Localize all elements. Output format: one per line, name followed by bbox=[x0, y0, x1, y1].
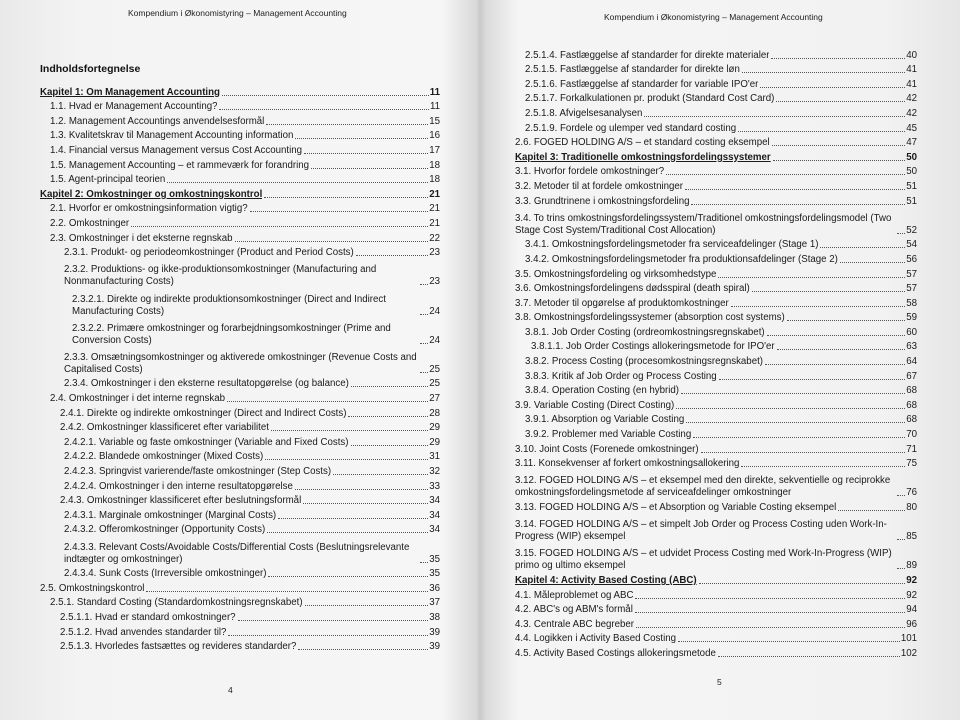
dot-leader bbox=[351, 445, 429, 446]
toc-entry-title: 2.3.1. Produkt- og periodeomkostninger (Product and Period Costs) bbox=[64, 247, 354, 259]
dot-leader bbox=[772, 145, 906, 146]
toc-entry-page: 29 bbox=[429, 422, 440, 434]
toc-entry[interactable] bbox=[515, 499, 917, 514]
dot-leader bbox=[420, 372, 428, 373]
toc-entry-title: 2.3.2.1. Direkte og indirekte produktionsomkostninger (Direct and Indirect Manufacturing Costs) bbox=[72, 293, 386, 317]
toc-entry-title: 2.3.4. Omkostninger i den eksterne resultatopgørelse (og balance) bbox=[64, 378, 349, 390]
dot-leader bbox=[719, 379, 906, 380]
toc-entry-page: 50 bbox=[906, 166, 917, 178]
toc-entry-page: 18 bbox=[429, 174, 440, 186]
toc-entry-title: 2.5.1.8. Afvigelsesanalysen bbox=[525, 107, 643, 119]
toc-entry-page: 59 bbox=[906, 312, 917, 324]
toc-entry-page: 63 bbox=[906, 341, 917, 353]
dot-leader bbox=[227, 401, 428, 402]
dot-leader bbox=[351, 386, 428, 387]
toc-entry-title: 3.3. Grundtrinene i omkostningsfordeling bbox=[515, 195, 690, 207]
toc-entry-title: 2.5.1.6. Fastlæggelse af standarder for variable IPO'er bbox=[525, 78, 759, 90]
toc-entry[interactable] bbox=[515, 470, 917, 499]
toc-entry-page: 96 bbox=[906, 618, 917, 630]
toc-entry[interactable] bbox=[40, 259, 440, 288]
toc-entry[interactable] bbox=[40, 376, 440, 391]
toc-entry[interactable] bbox=[40, 420, 440, 435]
dot-leader bbox=[228, 635, 428, 636]
toc-entry-page: 67 bbox=[906, 370, 917, 382]
toc-entry-page: 42 bbox=[906, 107, 917, 119]
dot-leader bbox=[298, 649, 428, 650]
toc-entry-title: 2.3.3. Omsætningsomkostninger og aktiverede omkostninger (Revenue Costs and Capitalised Costs) bbox=[64, 351, 417, 375]
toc-entry-title: 3.4.2. Omkostningsfordelingsmetoder fra produktionsafdelinger (Stage 2) bbox=[525, 253, 838, 265]
toc-entry-page: 68 bbox=[906, 385, 917, 397]
toc-entry-page: 52 bbox=[906, 224, 917, 236]
toc-entry-title: 1.4. Financial versus Management versus Cost Accounting bbox=[50, 144, 303, 156]
toc-entry-page: 11 bbox=[429, 101, 440, 113]
toc-entry-page: 56 bbox=[906, 253, 917, 265]
toc-entry[interactable] bbox=[40, 478, 440, 493]
toc-entry-title: 1.2. Management Accountings anvendelsesformål bbox=[50, 115, 265, 127]
toc-entry-page: 64 bbox=[906, 356, 917, 368]
toc-entry-title: 2.6. FOGED HOLDING A/S – et standard costing eksempel bbox=[515, 137, 770, 149]
dot-leader bbox=[777, 349, 906, 350]
toc-entry-page: 17 bbox=[429, 144, 440, 156]
toc-entry-title: 2.4.2.3. Springvist varierende/faste omkostninger (Step Costs) bbox=[64, 466, 332, 478]
toc-entry-page: 68 bbox=[906, 414, 917, 426]
toc-entry-page: 15 bbox=[429, 115, 440, 127]
toc-list bbox=[515, 47, 917, 660]
toc-entry[interactable] bbox=[515, 339, 917, 354]
toc-entry-page: 70 bbox=[906, 429, 917, 441]
dot-leader bbox=[635, 612, 905, 613]
dot-leader bbox=[305, 605, 429, 606]
page-number: 5 bbox=[717, 677, 722, 687]
dot-leader bbox=[146, 591, 428, 592]
toc-entry-page: 25 bbox=[429, 378, 440, 390]
toc-entry-page: 22 bbox=[429, 232, 440, 244]
toc-entry-title: 3.4. To trins omkostningsfordelingssystem/Traditionel omkostningsfordelingsmodel (Two Stage Cost System/Traditional Cost Allocation) bbox=[515, 212, 892, 236]
toc-entry-page: 29 bbox=[429, 436, 440, 448]
toc-entry[interactable] bbox=[515, 616, 917, 631]
toc-entry[interactable] bbox=[515, 368, 917, 383]
toc-entry-title: 2.1. Hvorfor er omkostningsinformation vigtig? bbox=[50, 203, 248, 215]
dot-leader bbox=[644, 116, 905, 117]
toc-entry-page: 57 bbox=[906, 268, 917, 280]
toc-entry-page: 94 bbox=[906, 604, 917, 616]
toc-entry-page: 34 bbox=[429, 509, 440, 521]
toc-entry-page: 54 bbox=[906, 239, 917, 251]
toc-entry-title: 3.10. Joint Costs (Forenede omkostninger) bbox=[515, 443, 699, 455]
dot-leader bbox=[266, 124, 428, 125]
toc-entry[interactable] bbox=[40, 624, 440, 639]
toc-entry[interactable] bbox=[515, 135, 917, 150]
page-number: 4 bbox=[228, 685, 233, 695]
toc-entry-title: 1.3. Kvalitetskrav til Management Accounting information bbox=[50, 130, 294, 142]
dot-leader bbox=[420, 314, 428, 315]
toc-entry-title: 2.4.3. Omkostninger klassificeret efter beslutningsformål bbox=[60, 495, 302, 507]
dot-leader bbox=[701, 452, 906, 453]
toc-entry[interactable] bbox=[515, 295, 917, 310]
page-header: Kompendium i Økonomistyring – Management Accounting bbox=[128, 8, 347, 18]
toc-entry-title: 3.15. FOGED HOLDING A/S – et udvidet Process Costing med Work-In-Progress (WIP) primo og ultimo eksempel bbox=[515, 548, 892, 572]
toc-entry-title: 3.6. Omkostningsfordelingens dødsspiral (death spiral) bbox=[515, 283, 750, 295]
toc-entry-page: 80 bbox=[906, 502, 917, 513]
toc-entry-page: 57 bbox=[906, 283, 917, 295]
dot-leader bbox=[681, 393, 905, 394]
toc-entry-title: 4.2. ABC's og ABM's formål bbox=[515, 604, 633, 616]
dot-leader bbox=[787, 320, 905, 321]
dot-leader bbox=[897, 539, 905, 540]
toc-entry[interactable] bbox=[515, 178, 917, 193]
dot-leader bbox=[760, 87, 905, 88]
toc-entry[interactable] bbox=[40, 449, 440, 464]
toc-entry-page: 35 bbox=[429, 568, 440, 580]
dot-leader bbox=[420, 284, 428, 285]
page-header: Kompendium i Økonomistyring – Management Accounting bbox=[604, 12, 823, 22]
toc-entry-page: 16 bbox=[429, 130, 440, 142]
toc-entry[interactable] bbox=[40, 172, 440, 187]
dot-leader bbox=[268, 576, 428, 577]
dot-leader bbox=[222, 95, 429, 96]
toc-entry-title: 4.1. Måleproblemet og ABC bbox=[515, 589, 634, 601]
toc-entry-page: 37 bbox=[429, 597, 440, 609]
toc-entry-title: 3.8.1.1. Job Order Costings allokeringsmetode for IPO'er bbox=[531, 341, 775, 353]
dot-leader bbox=[773, 160, 906, 161]
toc-entry-page: 40 bbox=[906, 49, 917, 61]
toc-entry-page: 21 bbox=[429, 188, 440, 200]
toc-entry[interactable] bbox=[40, 595, 440, 610]
dot-leader bbox=[897, 233, 905, 234]
toc-entry[interactable] bbox=[515, 193, 917, 208]
toc-entry-page: 89 bbox=[906, 560, 917, 572]
toc-entry-page: 23 bbox=[429, 247, 440, 259]
toc-entry-title: Kapitel 2: Omkostninger og omkostningskontrol bbox=[40, 188, 263, 200]
toc-entry[interactable] bbox=[40, 434, 440, 449]
toc-entry-title: 1.5. Management Accounting – et rammeværk for forandring bbox=[50, 159, 310, 171]
toc-entry[interactable] bbox=[40, 113, 440, 128]
toc-entry-title: 4.3. Centrale ABC begreber bbox=[515, 618, 635, 630]
toc-entry[interactable] bbox=[515, 47, 917, 62]
toc-entry[interactable] bbox=[515, 383, 917, 398]
toc-entry[interactable] bbox=[515, 397, 917, 412]
dot-leader bbox=[303, 503, 428, 504]
toc-entry-title: Kapitel 4: Activity Based Costing (ABC) bbox=[515, 574, 697, 586]
dot-leader bbox=[219, 109, 428, 110]
toc-entry[interactable] bbox=[40, 536, 440, 565]
toc-entry[interactable] bbox=[515, 208, 917, 237]
toc-entry-page: 71 bbox=[906, 443, 917, 455]
toc-entry[interactable] bbox=[40, 566, 440, 581]
toc-entry-title: 2.4.3.4. Sunk Costs (Irreversible omkostninger) bbox=[64, 568, 267, 580]
toc-entry-page: 58 bbox=[906, 297, 917, 309]
toc-entry-title: 3.2. Metoder til at fordele omkostninger bbox=[515, 180, 684, 192]
toc-entry-title: 4.4. Logikken i Activity Based Costing bbox=[515, 633, 677, 645]
toc-entry[interactable] bbox=[40, 84, 440, 99]
toc-entry[interactable] bbox=[515, 456, 917, 471]
toc-entry-page: 76 bbox=[906, 487, 917, 499]
dot-leader bbox=[752, 291, 905, 292]
toc-entry[interactable] bbox=[40, 507, 440, 522]
dot-leader bbox=[741, 466, 905, 467]
toc-entry-title: 3.8.4. Operation Costing (en hybrid) bbox=[525, 385, 680, 397]
toc-entry-title: 2.4.3.1. Marginale omkostninger (Marginal Costs) bbox=[64, 509, 277, 521]
toc-entry[interactable] bbox=[40, 522, 440, 537]
dot-leader bbox=[295, 489, 428, 490]
toc-entry-page: 24 bbox=[429, 305, 440, 317]
toc-entry-title: 1.1. Hvad er Management Accounting? bbox=[50, 101, 218, 113]
toc-entry-page: 31 bbox=[429, 451, 440, 463]
dot-leader bbox=[264, 197, 428, 198]
dot-leader bbox=[167, 182, 428, 183]
right-page bbox=[480, 0, 960, 720]
toc-entry[interactable] bbox=[40, 347, 440, 376]
toc-entry-title: 2.5.1.9. Fordele og ulemper ved standard costing bbox=[525, 122, 737, 134]
toc-entry-title: Kapitel 1: Om Management Accounting bbox=[40, 86, 220, 98]
toc-entry-title: 1.5. Agent-principal teorien bbox=[50, 174, 166, 186]
toc-entry[interactable] bbox=[40, 288, 440, 317]
toc-entry-page: 35 bbox=[429, 553, 440, 565]
dot-leader bbox=[742, 72, 905, 73]
toc-entry[interactable] bbox=[515, 602, 917, 617]
toc-entry[interactable] bbox=[515, 353, 917, 368]
toc-entry[interactable] bbox=[515, 587, 917, 602]
toc-entry-page: 101 bbox=[900, 633, 917, 645]
toc-entry-page: 33 bbox=[429, 480, 440, 492]
dot-leader bbox=[635, 598, 905, 599]
dot-leader bbox=[311, 168, 428, 169]
toc-entry[interactable] bbox=[515, 149, 917, 164]
toc-entry[interactable] bbox=[515, 310, 917, 325]
toc-entry-title: 2.5.1.2. Hvad anvendes standarder til? bbox=[60, 626, 227, 638]
toc-entry-page: 21 bbox=[429, 203, 440, 215]
toc-entry-page: 50 bbox=[906, 151, 917, 163]
toc-entry-page: 92 bbox=[906, 574, 917, 586]
dot-leader bbox=[897, 495, 905, 496]
toc-entry-page: 36 bbox=[429, 582, 440, 594]
dot-leader bbox=[250, 211, 429, 212]
toc-entry-page: 24 bbox=[429, 334, 440, 346]
dot-leader bbox=[131, 226, 428, 227]
dot-leader bbox=[767, 335, 906, 336]
toc-entry[interactable] bbox=[40, 99, 440, 114]
toc-entry[interactable] bbox=[515, 514, 917, 543]
toc-entry[interactable] bbox=[40, 493, 440, 508]
toc-entry-title: 3.8.3. Kritik af Job Order og Process Costing bbox=[525, 370, 717, 382]
toc-entry-page: 18 bbox=[429, 159, 440, 171]
toc-entry-title: 2.5.1.7. Forkalkulationen pr. produkt (Standard Cost Card) bbox=[525, 93, 775, 105]
toc-entry-title: 3.8.2. Process Costing (procesomkostningsregnskabet) bbox=[525, 356, 763, 368]
toc-entry-title: 2.3. Omkostninger i det eksterne regnskab bbox=[50, 232, 233, 244]
toc-entry[interactable] bbox=[515, 91, 917, 106]
dot-leader bbox=[765, 364, 905, 365]
toc-entry-title: 3.9.2. Problemer med Variable Costing bbox=[525, 429, 692, 441]
toc-entry[interactable] bbox=[40, 639, 440, 654]
dot-leader bbox=[738, 131, 905, 132]
toc-entry-title: 3.5. Omkostningsfordeling og virksomhedstype bbox=[515, 268, 717, 280]
toc-entry-title: 2.4.3.3. Relevant Costs/Avoidable Costs/Differential Costs (Beslutningsrelevante indtægter og omkostninger) bbox=[64, 541, 410, 565]
dot-leader bbox=[820, 247, 905, 248]
dot-leader bbox=[238, 620, 429, 621]
toc-entry[interactable] bbox=[515, 324, 917, 339]
dot-leader bbox=[636, 627, 905, 628]
toc-entry-title: 2.4.2.4. Omkostninger i den interne resultatopgørelse bbox=[64, 480, 293, 492]
toc-entry-page: 41 bbox=[906, 78, 917, 90]
toc-entry-page: 34 bbox=[429, 495, 440, 507]
dot-leader bbox=[267, 532, 428, 533]
dot-leader bbox=[718, 277, 905, 278]
dot-leader bbox=[771, 58, 905, 59]
toc-entry[interactable] bbox=[515, 426, 917, 441]
toc-entry-title: 3.14. FOGED HOLDING A/S – et simpelt Job Order og Process Costing uden Work-In-Progress (WIP) eksempel bbox=[515, 519, 887, 543]
toc-entry[interactable] bbox=[515, 62, 917, 77]
toc-entry-title: Kapitel 3: Traditionelle omkostningsfordelingssystemer bbox=[515, 151, 771, 163]
toc-entry-page: 32 bbox=[429, 466, 440, 478]
toc-entry-page: 92 bbox=[906, 589, 917, 601]
dot-leader bbox=[356, 255, 429, 256]
toc-entry[interactable] bbox=[515, 237, 917, 252]
dot-leader bbox=[838, 510, 905, 511]
toc-entry-title: 2.5.1.1. Hvad er standard omkostninger? bbox=[60, 611, 236, 623]
dot-leader bbox=[420, 562, 428, 563]
toc-entry[interactable] bbox=[40, 609, 440, 624]
toc-entry-page: 27 bbox=[429, 393, 440, 405]
toc-entry-title: 3.7. Metoder til opgørelse af produktomkostninger bbox=[515, 297, 729, 309]
toc-entry-title: 3.11. Konsekvenser af forkert omkostningsallokering bbox=[515, 458, 740, 470]
dot-leader bbox=[840, 262, 905, 263]
toc-entry-page: 39 bbox=[429, 626, 440, 638]
toc-entry[interactable] bbox=[515, 572, 917, 587]
toc-entry[interactable] bbox=[515, 120, 917, 135]
dot-leader bbox=[271, 430, 428, 431]
toc-entry-title: 2.5.1.3. Hvorledes fastsættes og revideres standarder? bbox=[60, 641, 297, 653]
dot-leader bbox=[731, 306, 905, 307]
dot-leader bbox=[348, 416, 428, 417]
dot-leader bbox=[304, 153, 428, 154]
toc-entry-page: 102 bbox=[900, 647, 917, 659]
toc-entry-title: 2.5.1.5. Fastlæggelse af standarder for direkte løn bbox=[525, 64, 740, 76]
toc-entry[interactable] bbox=[515, 631, 917, 646]
toc-title: Indholdsfortegnelse bbox=[40, 63, 141, 75]
dot-leader bbox=[333, 474, 428, 475]
toc-entry-title: 2.5.1. Standard Costing (Standardomkostningsregnskabet) bbox=[50, 597, 303, 609]
toc-entry-page: 60 bbox=[906, 326, 917, 338]
toc-entry[interactable] bbox=[40, 128, 440, 143]
dot-leader bbox=[678, 641, 900, 642]
dot-leader bbox=[666, 174, 905, 175]
toc-entry[interactable] bbox=[40, 142, 440, 157]
toc-entry[interactable] bbox=[40, 245, 440, 260]
toc-entry-title: 3.9. Variable Costing (Direct Costing) bbox=[515, 399, 675, 411]
toc-entry-page: 38 bbox=[429, 611, 440, 623]
toc-entry-title: 4.5. Activity Based Costings allokeringsmetode bbox=[515, 647, 716, 659]
toc-entry-page: 23 bbox=[429, 276, 440, 288]
dot-leader bbox=[265, 459, 428, 460]
toc-entry-title: 2.4. Omkostninger i det interne regnskab bbox=[50, 393, 226, 405]
toc-entry-title: 3.8. Omkostningsfordelingssystemer (absorption cost systems) bbox=[515, 312, 785, 324]
toc-entry-page: 34 bbox=[429, 524, 440, 536]
toc-entry[interactable] bbox=[515, 412, 917, 427]
toc-entry-title: 2.4.2.2. Blandede omkostninger (Mixed Costs) bbox=[64, 451, 264, 463]
dot-leader bbox=[718, 656, 900, 657]
toc-entry-page: 42 bbox=[906, 93, 917, 105]
toc-entry[interactable] bbox=[515, 76, 917, 91]
toc-entry-title: 3.8.1. Job Order Costing (ordreomkostningsregnskabet) bbox=[525, 326, 765, 338]
toc-entry-title: 3.9.1. Absorption og Variable Costing bbox=[525, 414, 685, 426]
toc-entry[interactable] bbox=[515, 281, 917, 296]
dot-leader bbox=[897, 568, 905, 569]
toc-entry-page: 51 bbox=[906, 195, 917, 207]
toc-entry[interactable] bbox=[40, 157, 440, 172]
toc-entry-page: 51 bbox=[906, 180, 917, 192]
toc-entry[interactable] bbox=[515, 645, 917, 660]
toc-entry[interactable] bbox=[40, 580, 440, 595]
toc-entry-page: 11 bbox=[429, 86, 440, 98]
dot-leader bbox=[691, 204, 905, 205]
toc-entry-page: 21 bbox=[429, 217, 440, 229]
dot-leader bbox=[235, 241, 429, 242]
toc-entry[interactable] bbox=[40, 201, 440, 216]
toc-entry[interactable] bbox=[515, 164, 917, 179]
toc-entry[interactable] bbox=[40, 390, 440, 405]
dot-leader bbox=[295, 138, 428, 139]
dot-leader bbox=[693, 437, 905, 438]
toc-entry[interactable] bbox=[40, 215, 440, 230]
toc-entry-title: 2.5. Omkostningskontrol bbox=[40, 582, 145, 594]
toc-entry[interactable] bbox=[40, 318, 440, 347]
dot-leader bbox=[699, 583, 906, 584]
toc-entry-page: 28 bbox=[429, 407, 440, 419]
toc-entry-title: 3.1. Hvorfor fordele omkostninger? bbox=[515, 166, 665, 178]
toc-entry-page: 68 bbox=[906, 399, 917, 411]
toc-entry-title: 3.4.1. Omkostningsfordelingsmetoder fra serviceafdelinger (Stage 1) bbox=[525, 239, 819, 251]
toc-entry-title: 2.4.2. Omkostninger klassificeret efter variabilitet bbox=[60, 422, 269, 434]
toc-entry[interactable] bbox=[515, 251, 917, 266]
toc-entry-title: 2.3.2.2. Primære omkostninger og forarbejdningsomkostninger (Prime and Conversion Costs) bbox=[72, 322, 391, 346]
toc-entry-page: 39 bbox=[429, 641, 440, 653]
dot-leader bbox=[676, 408, 905, 409]
toc-entry-page: 45 bbox=[906, 122, 917, 134]
dot-leader bbox=[686, 422, 905, 423]
dot-leader bbox=[685, 189, 905, 190]
toc-entry-page: 75 bbox=[906, 458, 917, 470]
dot-leader bbox=[278, 518, 428, 519]
dot-leader bbox=[420, 343, 428, 344]
toc-entry-title: 2.4.1. Direkte og indirekte omkostninger (Direct and Indirect Costs) bbox=[60, 407, 347, 419]
toc-entry[interactable] bbox=[40, 230, 440, 245]
toc-entry-title: 2.4.3.2. Offeromkostninger (Opportunity Costs) bbox=[64, 524, 266, 536]
toc-entry-page: 85 bbox=[906, 531, 917, 543]
toc-entry[interactable] bbox=[515, 441, 917, 456]
toc-entry[interactable] bbox=[40, 186, 440, 201]
toc-entry[interactable] bbox=[515, 105, 917, 120]
toc-entry[interactable] bbox=[515, 543, 917, 572]
toc-entry[interactable] bbox=[40, 463, 440, 478]
toc-list bbox=[40, 84, 440, 653]
toc-entry-title: 3.12. FOGED HOLDING A/S – et eksempel med den direkte, sekventielle og reciprokke omkostningsfordelingsmetode af serviceafdelinger omkostninger bbox=[515, 475, 891, 499]
toc-entry[interactable] bbox=[40, 405, 440, 420]
toc-entry-page: 47 bbox=[906, 137, 917, 149]
toc-entry[interactable] bbox=[515, 266, 917, 281]
toc-entry-title: 3.13. FOGED HOLDING A/S – et Absorption og Variable Costing eksempel bbox=[515, 502, 837, 513]
dot-leader bbox=[776, 101, 905, 102]
toc-entry-page: 25 bbox=[429, 363, 440, 375]
toc-entry-title: 2.3.2. Produktions- og ikke-produktionsomkostninger (Manufacturing and Nonmanufacturing Costs) bbox=[64, 264, 377, 288]
toc-entry-title: 2.5.1.4. Fastlæggelse af standarder for direkte materialer bbox=[525, 49, 770, 61]
toc-entry-title: 2.4.2.1. Variable og faste omkostninger (Variable and Fixed Costs) bbox=[64, 436, 349, 448]
toc-entry-page: 41 bbox=[906, 64, 917, 76]
toc-entry-title: 2.2. Omkostninger bbox=[50, 217, 130, 229]
